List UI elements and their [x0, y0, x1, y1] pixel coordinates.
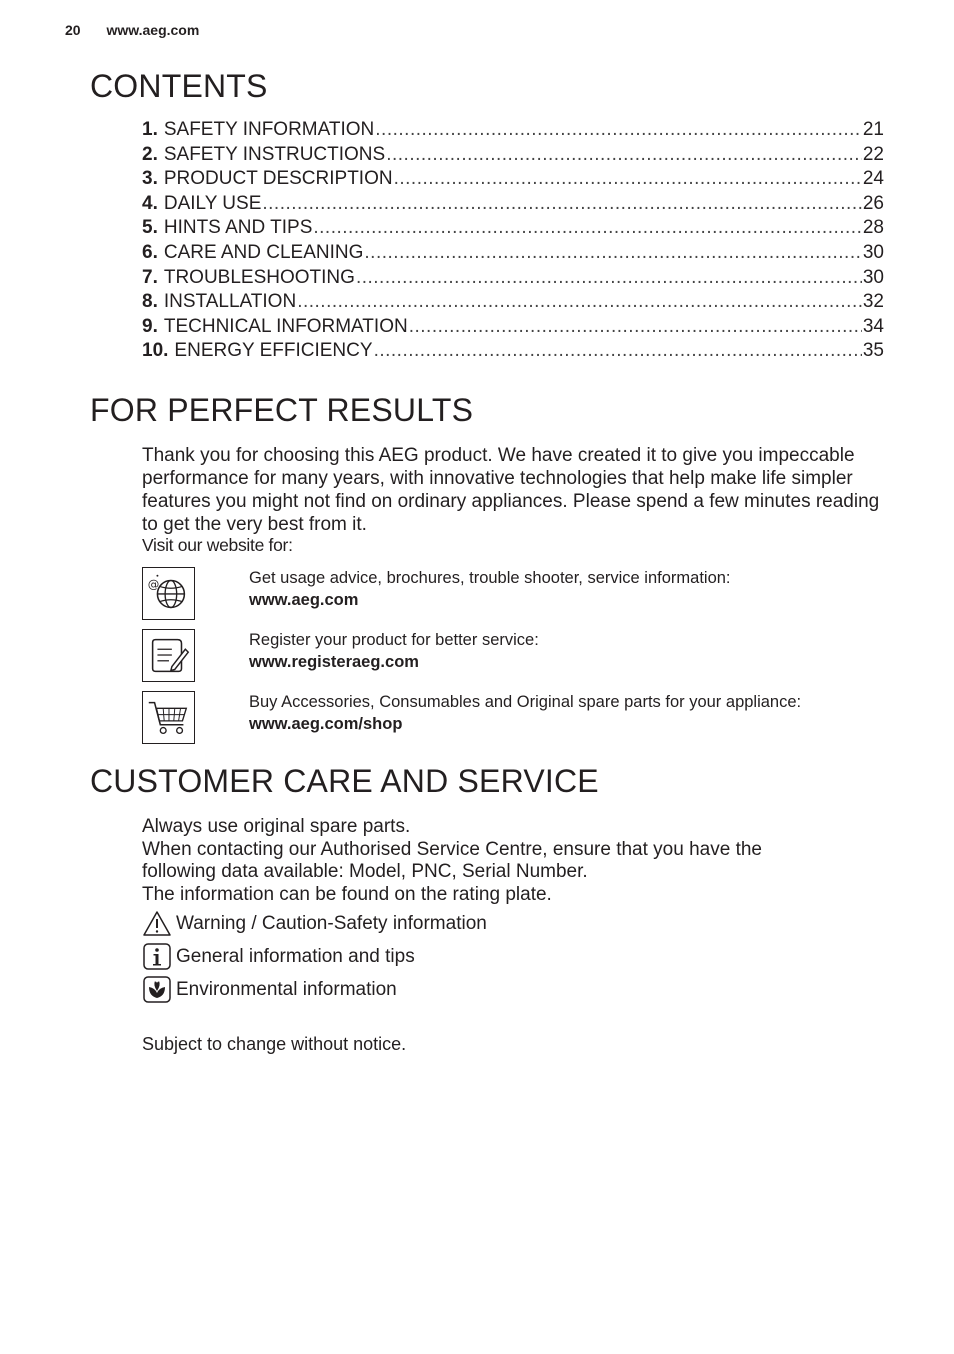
- globe-icon: [142, 567, 195, 620]
- toc-label: TECHNICAL INFORMATION: [163, 315, 408, 337]
- toc-page: 30: [862, 241, 884, 263]
- care-line: The information can be found on the rating plate.: [142, 883, 552, 905]
- legend-environment: [142, 976, 397, 1004]
- toc-label: DAILY USE: [163, 192, 262, 214]
- toc-item[interactable]: 10. ENERGY EFFICIENCY ..... 35: [142, 340, 884, 365]
- toc-item[interactable]: 8. INSTALLATION ..... 32: [142, 291, 884, 316]
- legend-label: General information and tips: [176, 946, 415, 967]
- website-description: Get usage advice, brochures, trouble shooter, service information:: [249, 569, 731, 587]
- toc-page: 24: [862, 168, 884, 190]
- info-icon: [142, 943, 172, 971]
- care-line: following data available: Model, PNC, Serial Number.: [142, 861, 588, 883]
- toc-item[interactable]: 7. TROUBLESHOOTING ..... 30: [142, 267, 884, 292]
- legend-info: [142, 943, 415, 971]
- toc-item[interactable]: 1. SAFETY INFORMATION ..... 21: [142, 119, 884, 144]
- toc-label: HINTS AND TIPS: [163, 217, 313, 239]
- care-line: When contacting our Authorised Service Centre, ensure that you have the: [142, 838, 762, 860]
- care-line: Always use original spare parts.: [142, 816, 411, 837]
- toc-page: 32: [862, 291, 884, 313]
- environment-icon: [142, 976, 172, 1004]
- contents-title: CONTENTS: [90, 68, 268, 104]
- toc-item[interactable]: 6. CARE AND CLEANING ..... 30: [142, 242, 884, 267]
- website-link[interactable]: www.aeg.com: [249, 591, 359, 609]
- toc-item[interactable]: 2. SAFETY INSTRUCTIONS ..... 22: [142, 144, 884, 169]
- toc-page: 30: [862, 266, 884, 288]
- shop-link[interactable]: www.aeg.com/shop: [249, 715, 403, 733]
- toc-label: CARE AND CLEANING: [163, 241, 364, 263]
- toc-page: 22: [862, 143, 884, 165]
- toc-page: 34: [862, 315, 884, 337]
- header-website[interactable]: www.aeg.com: [106, 22, 200, 38]
- toc-page: 26: [862, 192, 884, 214]
- register-row: [142, 629, 882, 685]
- toc-label: ENERGY EFFICIENCY: [174, 340, 373, 362]
- toc-label: TROUBLESHOOTING: [163, 266, 355, 288]
- toc-page: 35: [862, 340, 884, 362]
- toc-label: INSTALLATION: [163, 291, 297, 313]
- register-link[interactable]: www.registeraeg.com: [249, 653, 419, 671]
- table-of-contents: [142, 119, 884, 365]
- toc-page: 28: [862, 217, 884, 239]
- svg-text:@: @: [147, 577, 160, 592]
- warning-icon: [142, 910, 172, 938]
- perfect-results-title: FOR PERFECT RESULTS: [90, 392, 474, 428]
- toc-item[interactable]: 3. PRODUCT DESCRIPTION ..... 24: [142, 168, 884, 193]
- toc-item[interactable]: 5. HINTS AND TIPS ..... 28: [142, 217, 884, 242]
- toc-label: SAFETY INSTRUCTIONS: [163, 143, 386, 165]
- customer-care-title: CUSTOMER CARE AND SERVICE: [90, 763, 599, 799]
- intro-paragraph: Thank you for choosing this AEG product. We have created it to give you impeccable performance for many years, with innovative technologies that help make life simpler features you might not find on ordinary appliances. Please spend a few minutes reading to get the very best from it.: [142, 445, 880, 535]
- toc-item[interactable]: 9. TECHNICAL INFORMATION ..... 34: [142, 316, 884, 341]
- toc-item[interactable]: 4. DAILY USE ..... 26: [142, 193, 884, 218]
- shop-description: Buy Accessories, Consumables and Original spare parts for your appliance:: [249, 693, 802, 711]
- shop-row: [142, 691, 882, 747]
- legend-label: Warning / Caution-Safety information: [176, 913, 487, 934]
- registration-note-icon: [142, 629, 195, 682]
- register-description: Register your product for better service:: [249, 631, 539, 649]
- shopping-cart-icon: [142, 691, 195, 744]
- page-header: [65, 22, 199, 38]
- page-number: 20: [65, 22, 81, 38]
- website-row: [142, 567, 882, 623]
- toc-page: 21: [862, 119, 884, 140]
- legend-warning: [142, 910, 487, 938]
- legend-label: Environmental information: [176, 979, 397, 1000]
- toc-label: PRODUCT DESCRIPTION: [163, 168, 393, 190]
- visit-label: Visit our website for:: [142, 535, 293, 555]
- toc-label: SAFETY INFORMATION: [163, 119, 375, 140]
- customer-care-text: [142, 816, 882, 906]
- change-notice: Subject to change without notice.: [142, 1034, 407, 1054]
